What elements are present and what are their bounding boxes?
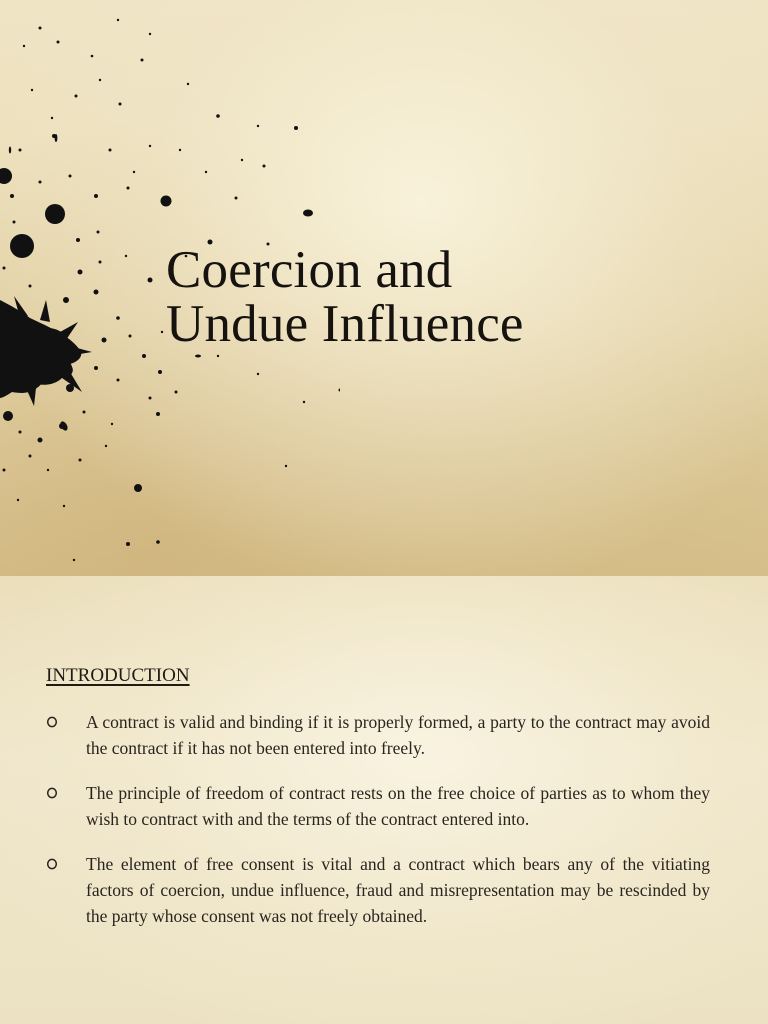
hollow-circle-bullet-icon (46, 716, 58, 728)
bullet-text: The element of free consent is vital and a contract which bears any of the vitiating factors of coercion, undue influence, fraud and misrepresentation may be rescinded by the party whose consent was not freely obtained. (86, 854, 710, 926)
list-item (46, 710, 710, 761)
bullet-list (46, 710, 710, 949)
section-heading: INTRODUCTION (46, 665, 190, 686)
list-item (46, 852, 710, 929)
slide-title (166, 243, 524, 351)
title-line-1: Coercion and (166, 241, 453, 299)
bullet-text: The principle of freedom of contract rests on the free choice of parties as to whom they wish to contract with and the terms of the contract entered into. (86, 783, 710, 829)
hollow-circle-bullet-icon (46, 787, 58, 799)
hollow-circle-bullet-icon (46, 858, 58, 870)
bullet-text: A contract is valid and binding if it is properly formed, a party to the contract may avoid the contract if it has not been entered into freely. (86, 712, 710, 758)
list-item (46, 781, 710, 832)
introduction-slide (0, 576, 768, 1024)
title-line-2: Undue Influence (166, 295, 524, 353)
